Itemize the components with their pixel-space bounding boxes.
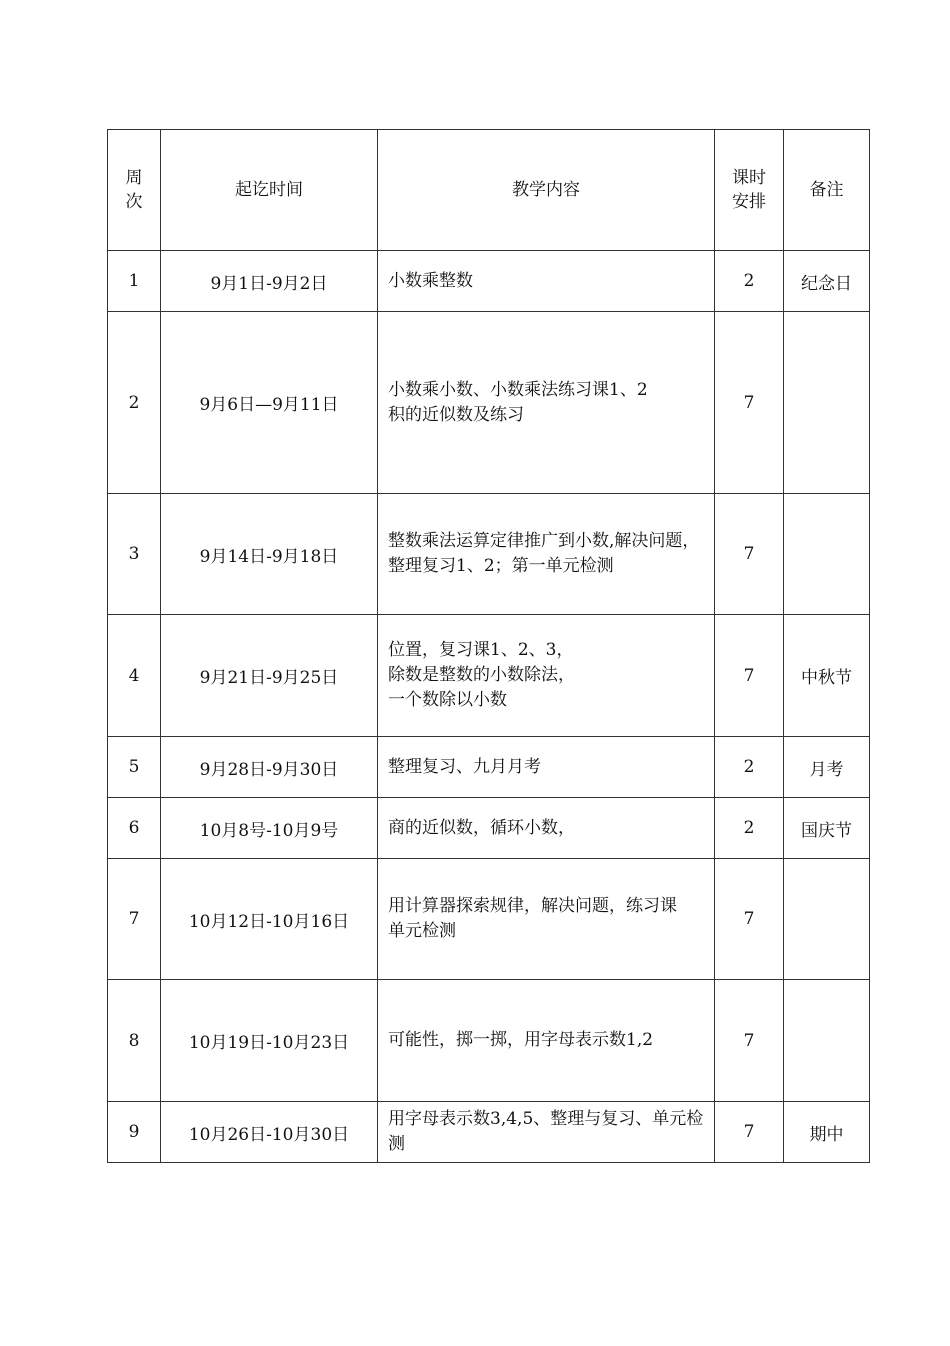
table-row xyxy=(108,980,870,1102)
content-cell: 整理复习、九月月考 xyxy=(378,737,715,798)
header-row xyxy=(108,130,870,251)
table-row xyxy=(108,737,870,798)
hours-cell: 7 xyxy=(715,1102,784,1163)
table-row xyxy=(108,251,870,312)
week-cell: 3 xyxy=(108,494,161,615)
week-cell: 9 xyxy=(108,1102,161,1163)
table-row xyxy=(108,798,870,859)
content-cell: 整数乘法运算定律推广到小数,解决问题，整理复习1、2；第一单元检测 xyxy=(378,494,715,615)
dates-cell: 9月28日-9月30日 xyxy=(161,737,378,798)
header-content: 教学内容 xyxy=(378,130,715,251)
content-cell: 用计算器探索规律，解决问题，练习课 单元检测 xyxy=(378,859,715,980)
notes-cell: 国庆节 xyxy=(784,798,870,859)
week-cell: 2 xyxy=(108,312,161,494)
hours-cell: 7 xyxy=(715,494,784,615)
table-row xyxy=(108,1102,870,1163)
week-cell: 6 xyxy=(108,798,161,859)
week-cell: 1 xyxy=(108,251,161,312)
hours-cell: 7 xyxy=(715,615,784,737)
header-dates: 起讫时间 xyxy=(161,130,378,251)
hours-cell: 2 xyxy=(715,798,784,859)
notes-cell xyxy=(784,312,870,494)
hours-cell: 7 xyxy=(715,859,784,980)
table-row xyxy=(108,615,870,737)
header-notes: 备注 xyxy=(784,130,870,251)
content-cell: 商的近似数，循环小数， xyxy=(378,798,715,859)
notes-cell: 中秋节 xyxy=(784,615,870,737)
content-cell: 位置，复习课1、2、3， 除数是整数的小数除法， 一个数除以小数 xyxy=(378,615,715,737)
table-row xyxy=(108,859,870,980)
teaching-schedule-table xyxy=(107,129,870,1163)
hours-cell: 7 xyxy=(715,980,784,1102)
hours-cell: 2 xyxy=(715,737,784,798)
header-hours: 课时 安排 xyxy=(715,130,784,251)
table-row xyxy=(108,494,870,615)
content-cell: 小数乘小数、小数乘法练习课1、2 积的近似数及练习 xyxy=(378,312,715,494)
notes-cell xyxy=(784,494,870,615)
header-week: 周 次 xyxy=(108,130,161,251)
dates-cell: 9月6日—9月11日 xyxy=(161,312,378,494)
hours-cell: 7 xyxy=(715,312,784,494)
table-row xyxy=(108,312,870,494)
week-cell: 4 xyxy=(108,615,161,737)
dates-cell: 9月1日-9月2日 xyxy=(161,251,378,312)
dates-cell: 10月12日-10月16日 xyxy=(161,859,378,980)
dates-cell: 10月26日-10月30日 xyxy=(161,1102,378,1163)
content-cell: 可能性，掷一掷，用字母表示数1,2 xyxy=(378,980,715,1102)
content-cell: 用字母表示数3,4,5、整理与复习、单元检测 xyxy=(378,1102,715,1163)
week-cell: 7 xyxy=(108,859,161,980)
hours-cell: 2 xyxy=(715,251,784,312)
dates-cell: 9月21日-9月25日 xyxy=(161,615,378,737)
dates-cell: 10月8号-10月9号 xyxy=(161,798,378,859)
notes-cell: 月考 xyxy=(784,737,870,798)
notes-cell: 期中 xyxy=(784,1102,870,1163)
notes-cell xyxy=(784,980,870,1102)
week-cell: 5 xyxy=(108,737,161,798)
content-cell: 小数乘整数 xyxy=(378,251,715,312)
notes-cell xyxy=(784,859,870,980)
notes-cell: 纪念日 xyxy=(784,251,870,312)
dates-cell: 9月14日-9月18日 xyxy=(161,494,378,615)
week-cell: 8 xyxy=(108,980,161,1102)
dates-cell: 10月19日-10月23日 xyxy=(161,980,378,1102)
